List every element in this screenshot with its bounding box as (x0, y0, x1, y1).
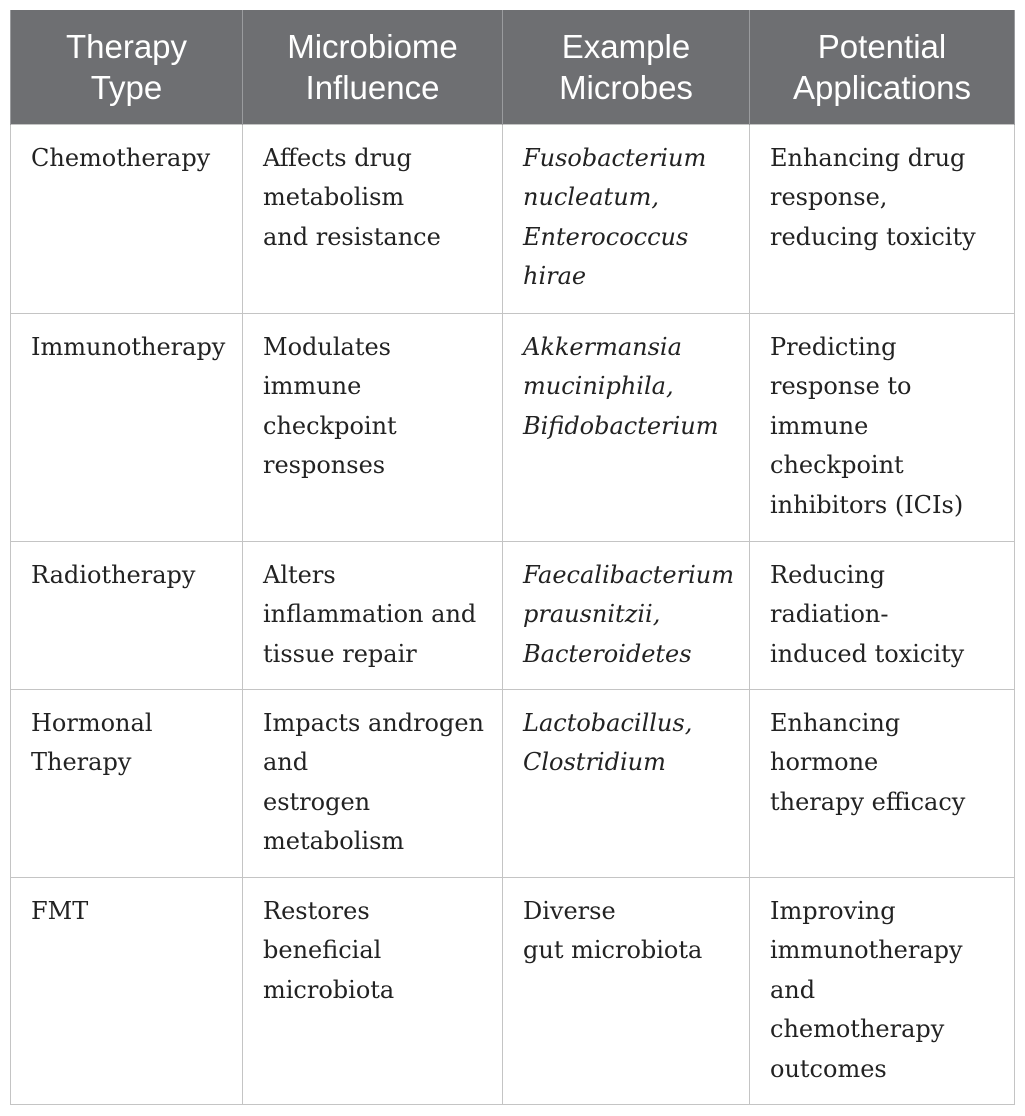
microbes-cell: Faecalibacterium prausnitzii, Bacteroidetes (503, 541, 750, 689)
influence-cell: Affects drug metabolism and resistance (243, 124, 503, 313)
influence-cell: Impacts androgen and estrogen metabolism (243, 689, 503, 877)
therapy-cell: FMT (11, 877, 243, 1104)
header-potential-applications: Potential Applications (750, 10, 1015, 124)
applications-cell: Enhancing hormone therapy efficacy (750, 689, 1015, 877)
table-row (11, 124, 1015, 313)
microbes-cell: Fusobacterium nucleatum, Enterococcus hirae (503, 124, 750, 313)
influence-cell: Modulates immune checkpoint responses (243, 313, 503, 541)
table-row (11, 689, 1015, 877)
table-row (11, 877, 1015, 1104)
applications-cell: Enhancing drug response, reducing toxicity (750, 124, 1015, 313)
therapy-microbiome-table (10, 10, 1015, 1105)
table-header (11, 10, 1015, 124)
table-body (11, 124, 1015, 1104)
influence-cell: Alters inflammation and tissue repair (243, 541, 503, 689)
applications-cell: Predicting response to immune checkpoint inhibitors (ICIs) (750, 313, 1015, 541)
microbes-cell: Diverse gut microbiota (503, 877, 750, 1104)
header-therapy-type: Therapy Type (11, 10, 243, 124)
therapy-cell: Chemotherapy (11, 124, 243, 313)
therapy-cell: Hormonal Therapy (11, 689, 243, 877)
header-row (11, 10, 1015, 124)
influence-cell: Restores beneficial microbiota (243, 877, 503, 1104)
therapy-cell: Immunotherapy (11, 313, 243, 541)
applications-cell: Reducing radiation- induced toxicity (750, 541, 1015, 689)
therapy-cell: Radiotherapy (11, 541, 243, 689)
table-row (11, 541, 1015, 689)
applications-cell: Improving immunotherapy and chemotherapy outcomes (750, 877, 1015, 1104)
header-microbiome-influence: Microbiome Influence (243, 10, 503, 124)
header-example-microbes: Example Microbes (503, 10, 750, 124)
microbes-cell: Akkermansia muciniphila, Bifidobacterium (503, 313, 750, 541)
table-row (11, 313, 1015, 541)
therapy-microbiome-table-container (10, 10, 1014, 1105)
microbes-cell: Lactobacillus, Clostridium (503, 689, 750, 877)
